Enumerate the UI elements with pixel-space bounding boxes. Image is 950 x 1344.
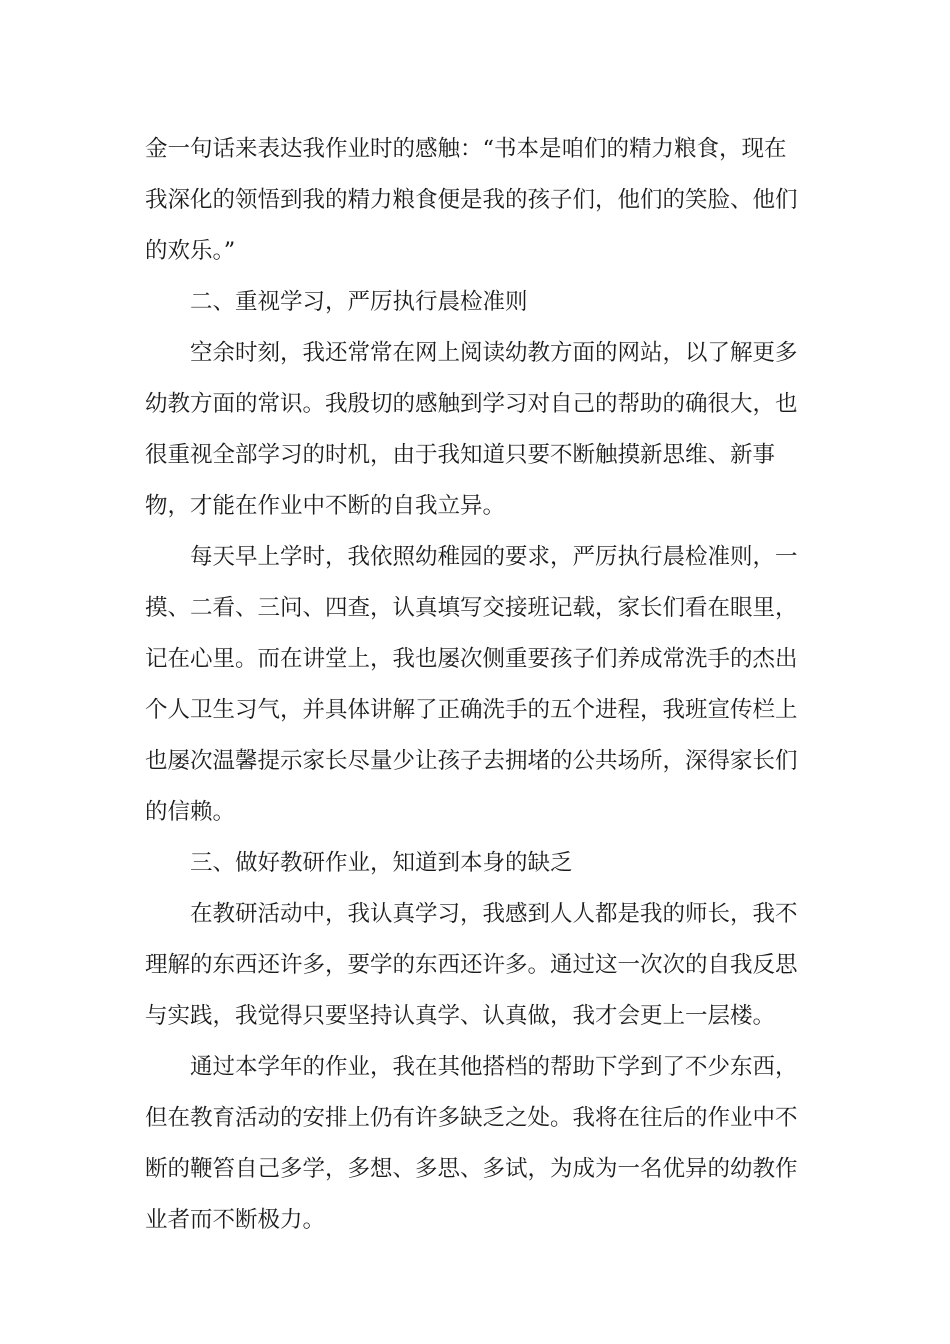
paragraph-morning-check: 每天早上学时，我依照幼稚园的要求，严厉执行晨检准则，一摸、二看、三问、四查，认真填写交接班记载，家长们看在眼里，记在心里。而在讲堂上，我也屡次侧重要孩子们养成常洗手的杰出个人卫生习气，并具体讲解了正确洗手的五个进程，我班宣传栏上也屡次温馨提示家长尽量少让孩子去拥堵的公共场所，深得家长们的信赖。 bbox=[145, 544, 798, 825]
section-heading-study: 二、重视学习，严厉执行晨检准则 bbox=[190, 289, 528, 315]
paragraph-research-activity: 在教研活动中，我认真学习，我感到人人都是我的师长，我不理解的东西还许多，要学的东西还许多。通过这一次次的自我反思与实践，我觉得只要坚持认真学、认真做，我才会更上一层楼。 bbox=[145, 901, 798, 1029]
paragraph-continuation: 金一句话来表达我作业时的感触：“书本是咱们的精力粮食，现在我深化的领悟到我的精力粮食便是我的孩子们，他们的笑脸、他们的欢乐。” bbox=[145, 136, 798, 264]
paragraph-conclusion: 通过本学年的作业，我在其他搭档的帮助下学到了不少东西，但在教育活动的安排上仍有许多缺乏之处。我将在往后的作业中不断的鞭笞自己多学，多想、多思、多试，为成为一名优异的幼教作业者而不断极力。 bbox=[145, 1054, 798, 1233]
document-body bbox=[145, 124, 807, 1246]
paragraph-online-learning: 空余时刻，我还常常在网上阅读幼教方面的网站，以了解更多幼教方面的常识。我殷切的感触到学习对自己的帮助的确很大，也很重视全部学习的时机，由于我知道只要不断触摸新思维、新事物，才能在作业中不断的自我立异。 bbox=[145, 340, 798, 519]
section-heading-research: 三、做好教研作业，知道到本身的缺乏 bbox=[190, 850, 573, 876]
